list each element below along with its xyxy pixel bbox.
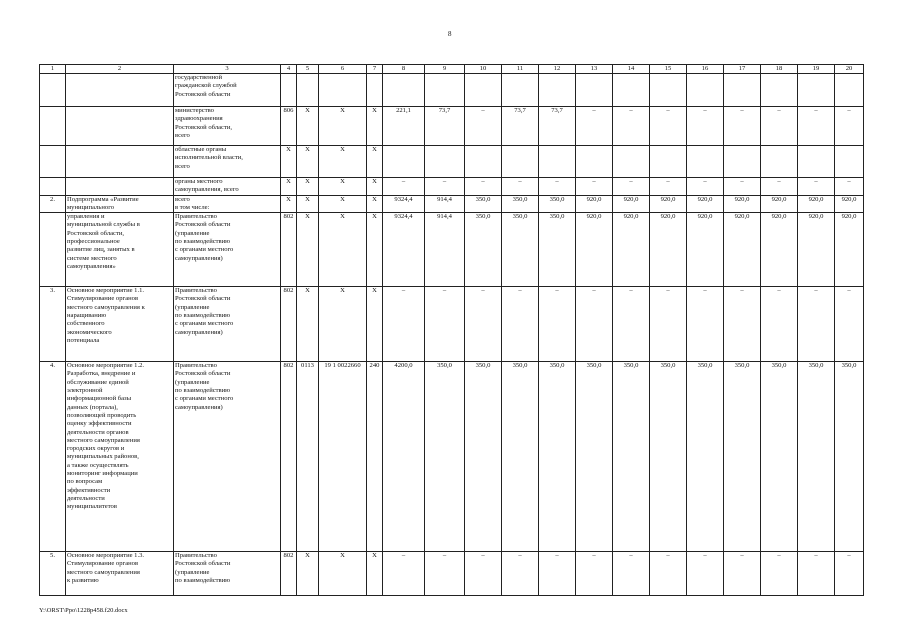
column-header: 20	[835, 65, 864, 74]
value-cell	[502, 146, 539, 178]
value-cell	[383, 74, 425, 107]
value-cell	[650, 74, 687, 107]
value-cell: –	[798, 552, 835, 596]
value-cell: –	[650, 287, 687, 362]
table-row	[40, 287, 864, 362]
program-name-cell: Подпрограмма «Развитие муниципального	[66, 195, 174, 213]
code-cell: 19 1 0022660	[319, 362, 367, 552]
table-row	[40, 213, 864, 287]
value-cell: –	[383, 552, 425, 596]
column-header: 8	[383, 65, 425, 74]
table-row	[40, 195, 864, 213]
value-cell: –	[502, 178, 539, 196]
value-cell: 920,0	[798, 213, 835, 287]
executor-cell: органы местного самоуправления, всего	[174, 178, 281, 196]
code-cell: 240	[367, 362, 383, 552]
value-cell: 920,0	[724, 213, 761, 287]
column-header: 4	[281, 65, 297, 74]
value-cell: 350,0	[465, 213, 502, 287]
code-cell: Х	[319, 213, 367, 287]
value-cell: 920,0	[761, 213, 798, 287]
value-cell	[576, 146, 613, 178]
value-cell: –	[724, 178, 761, 196]
code-cell: Х	[367, 213, 383, 287]
value-cell: –	[650, 552, 687, 596]
code-cell: Х	[319, 552, 367, 596]
value-cell: –	[539, 178, 576, 196]
value-cell	[724, 146, 761, 178]
row-number-cell: 3.	[40, 287, 66, 362]
program-name-cell: управления и муниципальной службы в Ростовской области, профессиональное развитие лиц, занятых в системе местного самоуправления»	[66, 213, 174, 287]
column-header: 14	[613, 65, 650, 74]
value-cell: 920,0	[650, 213, 687, 287]
value-cell: –	[798, 287, 835, 362]
row-number-cell	[40, 213, 66, 287]
value-cell: –	[613, 107, 650, 146]
value-cell: –	[465, 552, 502, 596]
value-cell: –	[835, 287, 864, 362]
code-cell: Х	[319, 107, 367, 146]
value-cell: –	[576, 287, 613, 362]
column-header: 10	[465, 65, 502, 74]
column-header: 18	[761, 65, 798, 74]
row-number-cell	[40, 74, 66, 107]
value-cell	[465, 146, 502, 178]
value-cell: 350,0	[465, 195, 502, 213]
value-cell: 350,0	[425, 362, 465, 552]
program-name-cell: Основное мероприятие 1.3. Стимулирование органов местного самоуправления к развитию	[66, 552, 174, 596]
code-cell: Х	[297, 178, 319, 196]
code-cell: Х	[297, 107, 319, 146]
code-cell: Х	[297, 146, 319, 178]
code-cell	[297, 74, 319, 107]
value-cell: 350,0	[650, 362, 687, 552]
file-path-footer: Y:\ORST\Ppo\1228p458.f20.docx	[39, 607, 128, 614]
code-cell: Х	[281, 178, 297, 196]
code-cell: 806	[281, 107, 297, 146]
value-cell: 914,4	[425, 195, 465, 213]
value-cell	[835, 74, 864, 107]
row-number-cell: 2.	[40, 195, 66, 213]
table-row	[40, 552, 864, 596]
value-cell: –	[502, 552, 539, 596]
column-header: 6	[319, 65, 367, 74]
value-cell	[835, 146, 864, 178]
value-cell	[687, 74, 724, 107]
table-row	[40, 107, 864, 146]
row-number-cell	[40, 178, 66, 196]
code-cell: Х	[281, 195, 297, 213]
value-cell: –	[425, 552, 465, 596]
table-row	[40, 362, 864, 552]
value-cell: –	[465, 178, 502, 196]
value-cell: –	[425, 287, 465, 362]
code-cell: Х	[319, 195, 367, 213]
value-cell: –	[465, 107, 502, 146]
value-cell: –	[761, 552, 798, 596]
value-cell	[502, 74, 539, 107]
program-name-cell: Основное мероприятие 1.1. Стимулирование органов местного самоуправления к наращиванию собственного экономического потенциала	[66, 287, 174, 362]
code-cell: Х	[297, 552, 319, 596]
code-cell: 0113	[297, 362, 319, 552]
code-cell: 802	[281, 213, 297, 287]
code-cell: 802	[281, 552, 297, 596]
value-cell: 920,0	[798, 195, 835, 213]
code-cell: Х	[319, 146, 367, 178]
executor-cell: Правительство Ростовской области (управление по взаимодействию	[174, 552, 281, 596]
value-cell: 221,1	[383, 107, 425, 146]
value-cell: 350,0	[539, 213, 576, 287]
value-cell: 350,0	[502, 362, 539, 552]
value-cell: –	[502, 287, 539, 362]
code-cell: Х	[367, 178, 383, 196]
value-cell: 920,0	[835, 195, 864, 213]
value-cell: –	[724, 552, 761, 596]
executor-cell: Правительство Ростовской области (управление по взаимодействию с органами местного самоуправления)	[174, 287, 281, 362]
code-cell: Х	[319, 178, 367, 196]
value-cell: –	[761, 178, 798, 196]
column-header: 1	[40, 65, 66, 74]
executor-cell: министерство здравоохранения Ростовской области, всего	[174, 107, 281, 146]
code-cell	[367, 74, 383, 107]
value-cell: –	[465, 287, 502, 362]
value-cell	[613, 74, 650, 107]
value-cell: 350,0	[761, 362, 798, 552]
program-name-cell: Основное мероприятие 1.2. Разработка, внедрение и обслуживание единой электронной информационной базы данных (портала), позволяющей проводить оценку эффективности деятельности органов местного самоуправления городских округов и муниципальных районов, а также осуществлять мониторинг информации по вопросам эффективности деятельности муниципалитетов	[66, 362, 174, 552]
code-cell: Х	[367, 195, 383, 213]
value-cell: –	[724, 107, 761, 146]
value-cell	[687, 146, 724, 178]
header-row	[40, 65, 864, 74]
code-cell: Х	[297, 213, 319, 287]
value-cell	[576, 74, 613, 107]
value-cell: 920,0	[613, 195, 650, 213]
value-cell: –	[383, 287, 425, 362]
executor-cell: Правительство Ростовской области (управление по взаимодействию с органами местного самоуправления)	[174, 213, 281, 287]
value-cell: 350,0	[798, 362, 835, 552]
value-cell	[650, 146, 687, 178]
value-cell: 920,0	[761, 195, 798, 213]
value-cell	[798, 74, 835, 107]
column-header: 17	[724, 65, 761, 74]
row-number-cell: 4.	[40, 362, 66, 552]
value-cell: 920,0	[687, 213, 724, 287]
value-cell	[798, 146, 835, 178]
value-cell: –	[835, 107, 864, 146]
value-cell	[465, 74, 502, 107]
value-cell: –	[539, 287, 576, 362]
column-header: 7	[367, 65, 383, 74]
code-cell: Х	[367, 146, 383, 178]
column-header: 16	[687, 65, 724, 74]
column-header: 13	[576, 65, 613, 74]
page-number: 8	[448, 30, 452, 38]
program-name-cell	[66, 178, 174, 196]
code-cell: Х	[367, 552, 383, 596]
value-cell: –	[761, 287, 798, 362]
value-cell: –	[650, 178, 687, 196]
value-cell	[425, 146, 465, 178]
value-cell: –	[687, 552, 724, 596]
value-cell: –	[650, 107, 687, 146]
code-cell: Х	[297, 195, 319, 213]
code-cell: Х	[319, 287, 367, 362]
value-cell: –	[539, 552, 576, 596]
column-header: 11	[502, 65, 539, 74]
executor-cell: Правительство Ростовской области (управление по взаимодействию с органами местного самоуправления)	[174, 362, 281, 552]
value-cell: 73,7	[502, 107, 539, 146]
value-cell: –	[761, 107, 798, 146]
value-cell: –	[724, 287, 761, 362]
value-cell	[539, 146, 576, 178]
code-cell	[281, 74, 297, 107]
code-cell: Х	[297, 287, 319, 362]
value-cell: 920,0	[724, 195, 761, 213]
value-cell: –	[687, 107, 724, 146]
value-cell: 350,0	[539, 362, 576, 552]
code-cell: 802	[281, 362, 297, 552]
value-cell: –	[835, 552, 864, 596]
value-cell: 4200,0	[383, 362, 425, 552]
value-cell: 914,4	[425, 213, 465, 287]
value-cell: 350,0	[835, 362, 864, 552]
code-cell	[319, 74, 367, 107]
value-cell: –	[425, 178, 465, 196]
table-row	[40, 178, 864, 196]
value-cell: –	[576, 552, 613, 596]
column-header: 19	[798, 65, 835, 74]
value-cell: 9324,4	[383, 213, 425, 287]
table-row	[40, 146, 864, 178]
executor-cell: областные органы исполнительной власти, всего	[174, 146, 281, 178]
value-cell: 920,0	[613, 213, 650, 287]
value-cell: –	[687, 178, 724, 196]
value-cell: 920,0	[576, 195, 613, 213]
code-cell: Х	[367, 107, 383, 146]
program-name-cell	[66, 74, 174, 107]
row-number-cell	[40, 107, 66, 146]
value-cell: –	[687, 287, 724, 362]
row-number-cell	[40, 146, 66, 178]
value-cell: 920,0	[835, 213, 864, 287]
value-cell: –	[613, 552, 650, 596]
value-cell: –	[576, 178, 613, 196]
value-cell: –	[576, 107, 613, 146]
column-header: 2	[66, 65, 174, 74]
value-cell: 350,0	[465, 362, 502, 552]
value-cell: 350,0	[502, 213, 539, 287]
column-header: 12	[539, 65, 576, 74]
value-cell	[724, 74, 761, 107]
code-cell: Х	[281, 146, 297, 178]
table-row	[40, 74, 864, 107]
column-header: 9	[425, 65, 465, 74]
value-cell: 350,0	[687, 362, 724, 552]
value-cell: –	[798, 107, 835, 146]
value-cell: –	[798, 178, 835, 196]
column-header: 5	[297, 65, 319, 74]
value-cell: 920,0	[687, 195, 724, 213]
value-cell	[539, 74, 576, 107]
value-cell: –	[835, 178, 864, 196]
value-cell	[383, 146, 425, 178]
value-cell	[761, 146, 798, 178]
column-header: 15	[650, 65, 687, 74]
column-header: 3	[174, 65, 281, 74]
code-cell: 802	[281, 287, 297, 362]
code-cell: Х	[367, 287, 383, 362]
value-cell: 350,0	[539, 195, 576, 213]
value-cell: 350,0	[724, 362, 761, 552]
value-cell: 920,0	[576, 213, 613, 287]
program-name-cell	[66, 146, 174, 178]
value-cell: 73,7	[425, 107, 465, 146]
value-cell: –	[383, 178, 425, 196]
row-number-cell: 5.	[40, 552, 66, 596]
budget-table	[39, 64, 864, 596]
value-cell: 350,0	[576, 362, 613, 552]
value-cell: 73,7	[539, 107, 576, 146]
value-cell	[613, 146, 650, 178]
value-cell: 9324,4	[383, 195, 425, 213]
executor-cell: всего в том числе:	[174, 195, 281, 213]
executor-cell: государственной гражданской службой Ростовской области	[174, 74, 281, 107]
value-cell: 350,0	[502, 195, 539, 213]
value-cell: –	[613, 287, 650, 362]
value-cell: 350,0	[613, 362, 650, 552]
value-cell	[425, 74, 465, 107]
value-cell: 920,0	[650, 195, 687, 213]
program-name-cell	[66, 107, 174, 146]
value-cell	[761, 74, 798, 107]
value-cell: –	[613, 178, 650, 196]
